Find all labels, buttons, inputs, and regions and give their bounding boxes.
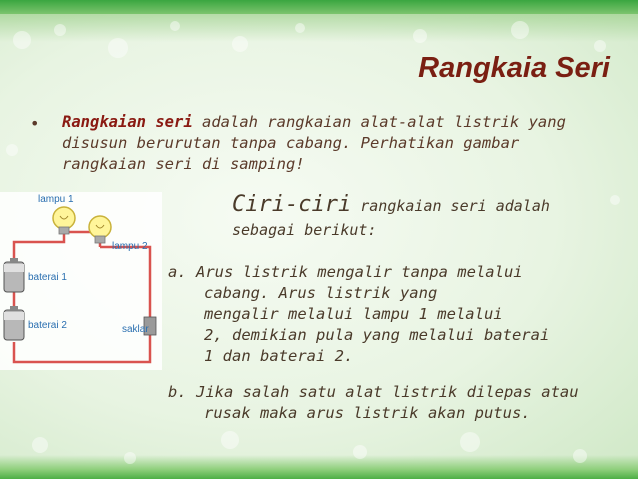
intro-line1: adalah rangkaian alat-alat listrik yang: [192, 113, 566, 131]
battery-2-icon: [4, 306, 24, 340]
saklar-label: saklar: [122, 324, 149, 335]
list-item-a: [168, 262, 618, 367]
item-a-line5: 1 dan baterai 2.: [204, 347, 354, 365]
lampu-2-label: lampu 2: [112, 241, 148, 252]
item-a-line2: cabang. Arus listrik yang: [204, 284, 438, 302]
ciri-title-rest: rangkaian seri adalah: [351, 197, 550, 215]
item-a-line3: mengalir melalui lampu 1 melalui: [204, 305, 503, 323]
battery-1-icon: [4, 258, 24, 292]
item-a-line1: a. Arus listrik mengalir tanpa melalui: [168, 263, 523, 281]
item-b-line2: rusak maka arus listrik akan putus.: [204, 404, 531, 422]
baterai-1-label: baterai 1: [28, 272, 67, 283]
intro-emphasis: Rangkaian seri: [62, 113, 193, 131]
lampu-1-label: lampu 1: [38, 194, 74, 205]
intro-paragraph: [62, 112, 622, 175]
item-b-line1: b. Jika salah satu alat listrik dilepas atau: [168, 383, 579, 401]
ciri-title: Ciri-ciri: [232, 192, 352, 217]
list-item-b: [168, 382, 618, 424]
item-a-line4: 2, demikian pula yang melalui baterai: [204, 326, 550, 344]
characteristics-heading: [232, 192, 612, 239]
bullet-dot: •: [30, 114, 40, 133]
baterai-2-label: baterai 2: [28, 320, 67, 331]
slide-title: Rangkaia Seri: [418, 52, 610, 84]
series-circuit-diagram: [0, 192, 162, 370]
intro-line2: disusun berurutan tanpa cabang. Perhatikan gambar: [62, 134, 520, 152]
ciri-line2: sebagai berikut:: [232, 221, 377, 239]
intro-line3: rangkaian seri di samping!: [62, 155, 305, 173]
